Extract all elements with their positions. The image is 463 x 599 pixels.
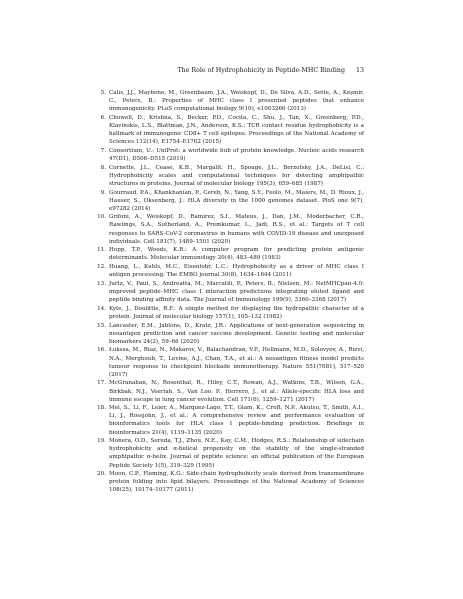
- reference-number: 14.: [97, 305, 106, 312]
- reference-item: [96, 379, 364, 403]
- reference-text: Jurtz, V., Paul, S., Andreatta, M., Marcatili, P., Peters, B., Nielsen, M.: NetMHCpan-4.0: improved peptide–MHC class I interaction predictions integrating eluted ligand and peptide binding affinity data. The Journal of Immunology 199(9), 3360–3368 (2017): [109, 280, 364, 304]
- reference-text: Gourraud, P.A., Khankhanian, P., Cereb, N., Yang, S.Y., Feolo, M., Maiers, M., D. Rioux, J., Hauser, S., Oksenberg, J.: HLA diversity in the 1000 genomes dataset. PloS one 9(7), e97282 (2014): [109, 189, 364, 212]
- reference-text: Moon, C.P., Fleming, K.G.: Side-chain hydrophobicity scale derived from transmembrane protein folding into lipid bilayers. Proceedings of the National Academy of Sciences 108(25), 10174–10177 (2011): [109, 471, 364, 494]
- reference-number: 17.: [97, 380, 106, 387]
- reference-number: 16.: [97, 347, 106, 354]
- reference-text: Lancaster, E.M., Jablons, D., Kratz, J.R.: Applications of next-generation sequencing in neoantigen prediction and cancer vaccine development. Genetic testing and molecular biomarkers 24(2), 59–66 (2020): [109, 322, 364, 345]
- reference-item: [96, 213, 364, 245]
- reference-text: Huang, L., Kuhls, M.C., Eisenlohr, L.C.: Hydrophobicity as a driver of MHC class I antigen processing. The EMBO journal 30(8), 1634–1644 (2011): [109, 264, 364, 279]
- reference-number: 18.: [97, 405, 106, 412]
- page-number: 13: [355, 67, 364, 74]
- reference-list: [96, 89, 364, 495]
- reference-item: [96, 305, 364, 321]
- reference-item: [96, 322, 364, 346]
- reference-text: Chowell, D., Krishna, S., Becker, P.D., Cocita, C., Shu, J., Tan, X., Greenberg, P.D., Klavinskis, L.S., Blattman, J.N., Anderson, K.S.: TCR contact residue hydrophobicity is a hallmark of immunogenic CD8+ T cell epitopes. Proceedings of the National Academy of Sciences 112(14), E1754–E1762 (2015): [109, 114, 364, 146]
- reference-number: 13.: [97, 280, 106, 287]
- reference-item: [96, 246, 364, 262]
- reference-item: [96, 437, 364, 469]
- reference-item: [96, 470, 364, 494]
- reference-text: Kyte, J., Doolittle, R.F.: A simple method for displaying the hydropathic character of a protein. Journal of molecular biology 157(1), 105–132 (1982): [109, 305, 364, 320]
- reference-text: Monera, O.D., Sereda, T.J., Zhou, N.E., Kay, C.M., Hodges, R.S.: Relationship of sidechain hydrophobicity and α-helical propensity on the stability of the single-stranded amphipathic α-helix. Journal of peptide science: an official publication of the European Peptide Society 1(5), 319–329 (1995): [109, 438, 364, 469]
- reference-text: Łuksza, M., Riaz, N., Makarov, V., Balachandran, V.P., Hellmann, M.D., Solovyov, A., Rizvi, N.A., Merghoub, T., Levine, A.J., Chan, T.A., et al.: A neoantigen fitness model predicts tumour response to checkpoint blockade immunotherapy. Nature 551(7681), 517–520 (2017): [109, 347, 364, 378]
- reference-text: Cornette, J.L., Cease, K.B., Margalit, H., Spouge, J.L., Berzofsky, J.A., DeLisi, C.: Hydrophobicity scales and computational techniques for detecting amphipathic structures in proteins. Journal of molecular biology 195(3), 659–685 (1987): [109, 164, 364, 187]
- reference-text: McGranahan, N., Rosenthal, R., Hiley, C.T., Rowan, A.J., Watkins, T.B., Wilson, G.A., Birkbak, N.J., Veeriah, S., Van Loo, P., Herrero, J., et al.: Allele-specific HLA loss and immune escape in lung cancer evolution. Cell 171(6), 1259–1271 (2017): [109, 380, 364, 403]
- reference-item: [96, 346, 364, 378]
- reference-number: 12.: [97, 264, 106, 271]
- reference-text: Consortium, U.: UniProt: a worldwide hub of protein knowledge. Nucleic acids research 47(D1), D506–D515 (2019): [109, 147, 364, 162]
- reference-number: 6.: [100, 114, 106, 121]
- reference-item: [96, 147, 364, 163]
- reference-number: 19.: [97, 438, 106, 445]
- reference-number: 10.: [97, 214, 106, 221]
- reference-item: [96, 114, 364, 146]
- reference-text: Grifoni, A., Weiskopf, D., Ramirez, S.I., Mateus, J., Dan, J.M., Moderbacher, C.R., Rawlings, S.A., Sutherland, A., Premkumar, L., Jadi, R.S., et al.: Targets of T cell responses to SARS-CoV-2 coronavirus in humans with COVID-19 disease and unexposed individuals. Cell 181(7), 1489–1501 (2020): [109, 214, 364, 245]
- reference-number: 8.: [100, 164, 106, 171]
- reference-number: 15.: [97, 322, 106, 329]
- running-header: [96, 67, 364, 74]
- reference-text: Mei, S., Li, F., Leier, A., Marquez-Lago, T.T., Giam, K., Croft, N.P., Akutsu, T., Smith, A.I., Li, J., Rossjohn, J., et al.: A comprehensive review and performance evaluation of bioinformatics tools for HLA class I peptide-binding prediction. Briefings in bioinformatics 21(4), 1119–1135 (2020): [109, 405, 364, 436]
- reference-text: Calis, J.J., Maybeno, M., Greenbaum, J.A., Weiskopf, D., De Silva, A.D., Sette, A., Keşmir, C., Peters, B.: Properties of MHC class I presented peptides that enhance immunogenicity. PLoS computational biology 9(10), e1003266 (2013): [109, 90, 364, 113]
- reference-item: [96, 280, 364, 304]
- reference-item: [96, 89, 364, 113]
- reference-number: 20.: [97, 471, 106, 478]
- reference-item: [96, 263, 364, 279]
- reference-number: 9.: [100, 189, 106, 196]
- reference-number: 11.: [97, 247, 106, 254]
- reference-item: [96, 164, 364, 188]
- reference-item: [96, 404, 364, 436]
- reference-number: 5.: [100, 90, 106, 96]
- reference-item: [96, 189, 364, 213]
- reference-number: 7.: [100, 147, 106, 154]
- running-title: The Role of Hydrophobicity in Peptide-MHC Binding: [177, 67, 345, 74]
- reference-text: Hopp, T.P., Woods, K.R.: A computer program for predicting protein antigenic determinants. Molecular immunology 20(4), 483–489 (1983): [109, 247, 364, 262]
